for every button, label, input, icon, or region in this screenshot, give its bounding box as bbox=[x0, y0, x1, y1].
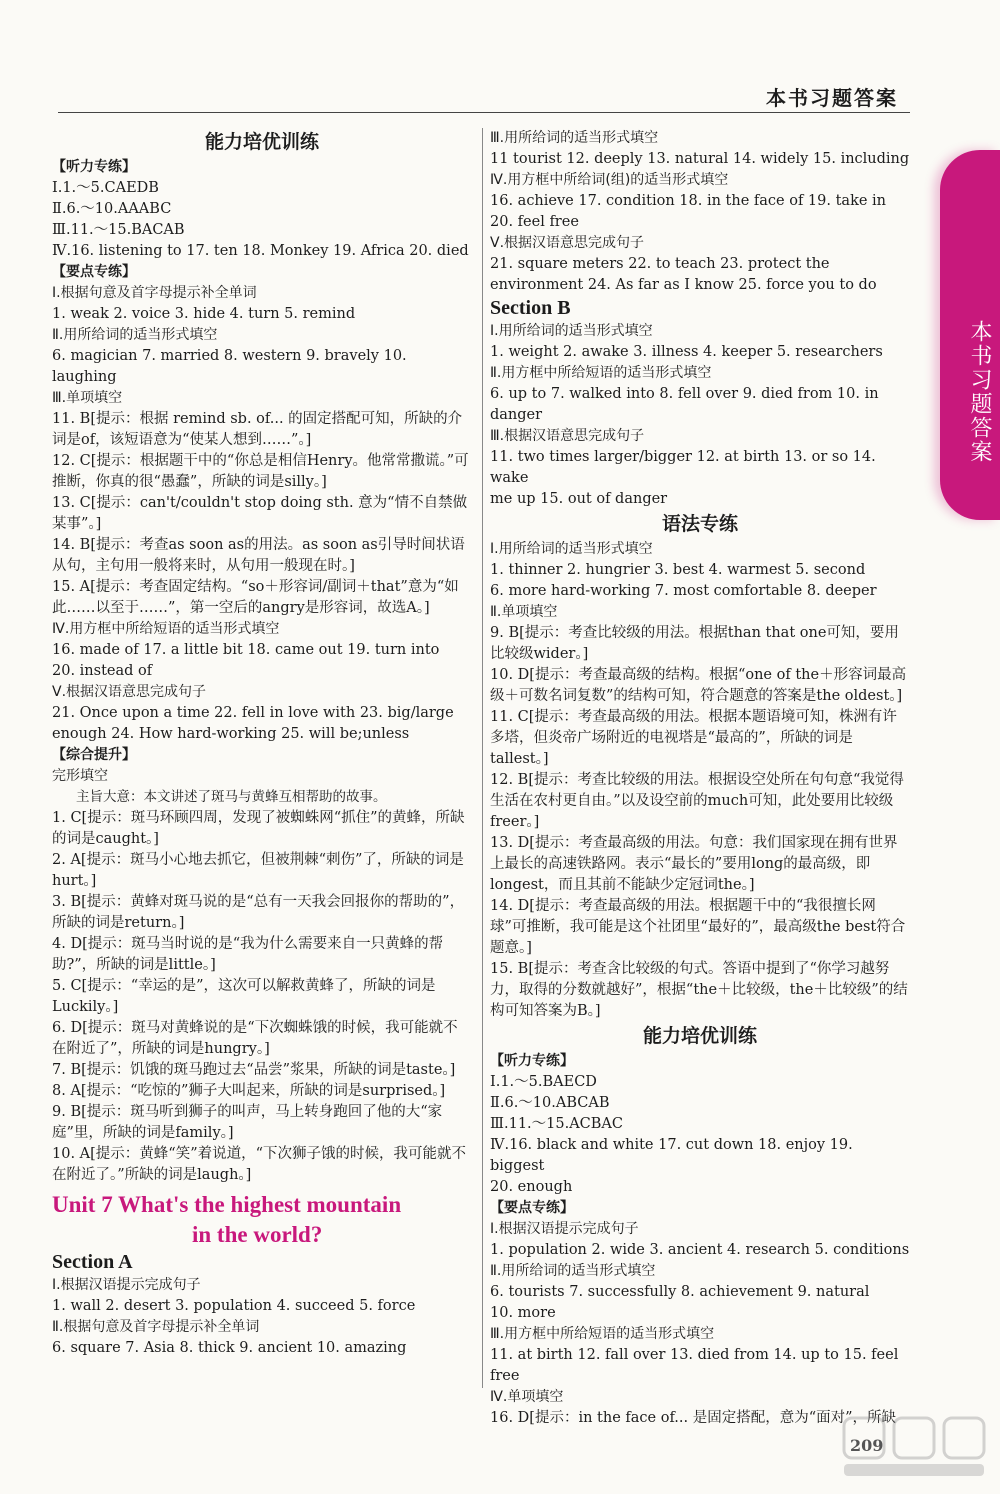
exercise-heading: Ⅱ.单项填空 bbox=[490, 604, 558, 620]
answer-line: environment 24. As far as I know 25. force you to do bbox=[490, 277, 877, 293]
exercise-heading: Ⅳ.单项填空 bbox=[490, 1389, 564, 1405]
sub-heading: 【要点专练】 bbox=[490, 1200, 574, 1216]
answer-line: 20. instead of bbox=[52, 663, 153, 679]
answer-line: 1. thinner 2. hungrier 3. best 4. warmest 5. second bbox=[490, 562, 866, 578]
column-divider bbox=[482, 128, 483, 1388]
header-rule bbox=[58, 112, 910, 113]
answer-line: 11. at birth 12. fall over 13. died from 14. up to 15. feel bbox=[490, 1347, 899, 1363]
answer-item: 6. D[提示：斑马对黄蜂说的是“下次蜘蛛饿的时候，我可能就不在附近了”，所缺的词是hungry。] bbox=[52, 1020, 458, 1057]
answer-item: 14. B[提示：考查as soon as的用法。as soon as引导时间状语从句，主句用一般将来时，从句用一般现在时。] bbox=[52, 537, 465, 574]
right-column bbox=[490, 128, 910, 1429]
answer-line: Ⅳ.16. listening to 17. ten 18. Monkey 19. Africa 20. died bbox=[52, 243, 469, 259]
exercise-heading: Ⅰ.用所给词的适当形式填空 bbox=[490, 323, 653, 339]
section-title: 能力培优训练 bbox=[204, 131, 319, 153]
answer-line: 6. more hard-working 7. most comfortable 8. deeper bbox=[490, 583, 877, 599]
exercise-heading: Ⅱ.用方框中所给短语的适当形式填空 bbox=[490, 365, 712, 381]
exercise-heading: Ⅲ.用所给词的适当形式填空 bbox=[490, 130, 659, 146]
exercise-heading: Ⅳ.用方框中所给短语的适当形式填空 bbox=[52, 621, 280, 637]
answer-item: 4. D[提示：斑马当时说的是“我为什么需要来自一只黄蜂的帮助?”，所缺的词是little。] bbox=[52, 936, 444, 973]
exercise-heading: Ⅱ.用所给词的适当形式填空 bbox=[52, 327, 218, 343]
answer-line: free bbox=[490, 1368, 520, 1384]
answer-line: me up 15. out of danger bbox=[490, 491, 668, 507]
sub-heading: 【要点专练】 bbox=[52, 264, 136, 280]
exercise-heading: Ⅱ.用所给词的适当形式填空 bbox=[490, 1263, 656, 1279]
answer-line: enough 24. How hard-working 25. will be;unless bbox=[52, 726, 410, 742]
answer-line: 6. up to 7. walked into 8. fell over 9. died from 10. in bbox=[490, 386, 879, 402]
answer-line: 1. wall 2. desert 3. population 4. succeed 5. force bbox=[52, 1298, 416, 1314]
answer-item: 9. B[提示：考查比较级的用法。根据than that one可知，要用比较级wider。] bbox=[490, 625, 899, 662]
exercise-heading: Ⅰ.根据汉语提示完成句子 bbox=[490, 1221, 639, 1237]
answer-line: 16. made of 17. a little bit 18. came out 19. turn into bbox=[52, 642, 440, 658]
answer-line: Ⅱ.6.～10.ABCAB bbox=[490, 1095, 610, 1111]
exercise-heading: Ⅴ.根据汉语意思完成句子 bbox=[490, 235, 645, 251]
exercise-heading: Ⅲ.根据汉语意思完成句子 bbox=[490, 428, 645, 444]
side-tab-label: 本书习题答案 bbox=[967, 320, 992, 464]
unit-title-line-2: in the world? bbox=[192, 1222, 323, 1247]
answer-line: 16. achieve 17. condition 18. in the face of 19. take in bbox=[490, 193, 887, 209]
answer-item: 2. A[提示：斑马小心地去抓它，但被荆棘“刺伤”了，所缺的词是hurt。] bbox=[52, 852, 464, 889]
exercise-heading: Ⅰ.根据句意及首字母提示补全单词 bbox=[52, 285, 257, 301]
answer-item: 10. D[提示：考查最高级的结构。根据“one of the＋形容词最高级＋可数名词复数”的结构可知，符合题意的答案是the oldest。] bbox=[490, 667, 907, 704]
answer-line: Ⅰ.1.～5.BAECD bbox=[490, 1074, 597, 1090]
answer-line: Ⅳ.16. black and white 17. cut down 18. enjoy 19. biggest bbox=[490, 1137, 853, 1174]
answer-line: 21. Once upon a time 22. fell in love with 23. big/large bbox=[52, 705, 454, 721]
sub-heading: 【听力专练】 bbox=[52, 159, 136, 175]
sub-heading: 【综合提升】 bbox=[52, 747, 136, 763]
unit-title bbox=[52, 1190, 472, 1250]
section-title: 能力培优训练 bbox=[642, 1025, 757, 1047]
exercise-heading: Ⅰ.用所给词的适当形式填空 bbox=[490, 541, 653, 557]
exercise-heading: Ⅱ.根据句意及首字母提示补全单词 bbox=[52, 1319, 260, 1335]
answer-line: Ⅲ.11.～15.BACAB bbox=[52, 222, 185, 238]
answer-line: 1. weak 2. voice 3. hide 4. turn 5. remind bbox=[52, 306, 356, 322]
page-number: 209 bbox=[850, 1436, 884, 1455]
answer-item: 13. C[提示：can't/couldn't stop doing sth. 意为“情不自禁做某事”。] bbox=[52, 495, 468, 532]
answer-line: 6. magician 7. married 8. western 9. bravely 10. laughing bbox=[52, 348, 407, 385]
section-title: 语法专练 bbox=[661, 513, 738, 535]
answer-item: 12. C[提示：根据题干中的“你总是相信Henry。他常常撒谎。”可推断，你真的很“愚蠢”，所缺的词是silly。] bbox=[52, 453, 469, 490]
answer-line: 11 tourist 12. deeply 13. natural 14. widely 15. including bbox=[490, 151, 910, 167]
watermark-logo-icon bbox=[840, 1412, 990, 1482]
answer-line: 1. population 2. wide 3. ancient 4. research 5. conditions bbox=[490, 1242, 910, 1258]
answer-line: 11. two times larger/bigger 12. at birth 13. or so 14. wake bbox=[490, 449, 876, 486]
exercise-heading: Ⅲ.用方框中所给短语的适当形式填空 bbox=[490, 1326, 715, 1342]
exercise-heading: Ⅰ.根据汉语提示完成句子 bbox=[52, 1277, 201, 1293]
answer-item: 14. D[提示：考查最高级的用法。根据题干中的“我很擅长网球”可推断，我可能是这个社团里“最好的”，最高级the best符合题意。] bbox=[490, 898, 906, 956]
answer-item: 10. A[提示：黄蜂“笑”着说道，“下次狮子饿的时候，我可能就不在附近了。”所缺的词是laugh。] bbox=[52, 1146, 467, 1183]
left-column bbox=[52, 128, 472, 1359]
answer-item: 11. B[提示：根据 remind sb. of... 的固定搭配可知，所缺的介词是of，该短语意为“使某人想到……”。] bbox=[52, 411, 463, 448]
unit-title-line-1: Unit 7 What's the highest mountain bbox=[52, 1192, 402, 1217]
answer-item: 9. B[提示：斑马听到狮子的叫声，马上转身跑回了他的大“家庭”里，所缺的词是family。] bbox=[52, 1104, 443, 1141]
answer-line: 10. more bbox=[490, 1305, 556, 1321]
sub-heading: 【听力专练】 bbox=[490, 1053, 574, 1069]
answer-item: 15. B[提示：考查含比较级的句式。答语中提到了“你学习越努力，取得的分数就越好”，根据“the＋比较级，the＋比较级”的结构可知答案为B。] bbox=[490, 961, 908, 1019]
answer-line: danger bbox=[490, 407, 543, 423]
section-a-title: Section A bbox=[52, 1251, 133, 1273]
answer-line: 6. square 7. Asia 8. thick 9. ancient 10. amazing bbox=[52, 1340, 407, 1356]
answer-item: 13. D[提示：考查最高级的用法。句意：我们国家现在拥有世界上最长的高速铁路网。表示“最长的”要用long的最高级，即longest，而且其前不能缺少定冠词the。] bbox=[490, 835, 898, 893]
answer-item: 11. C[提示：考查最高级的用法。根据本题语境可知，株洲有许多塔，但炎帝广场附近的电视塔是“最高的”，所缺的词是tallest。] bbox=[490, 709, 897, 767]
answer-item: 16. D[提示：in the face of... 是固定搭配，意为“面对”，所缺 bbox=[490, 1410, 897, 1426]
exercise-heading: Ⅳ.用方框中所给词(组)的适当形式填空 bbox=[490, 172, 729, 188]
answer-line: 6. tourists 7. successfully 8. achievement 9. natural bbox=[490, 1284, 870, 1300]
answer-line: 1. weight 2. awake 3. illness 4. keeper 5. researchers bbox=[490, 344, 883, 360]
answer-line: 20. feel free bbox=[490, 214, 579, 230]
answer-item: 5. C[提示：“幸运的是”，这次可以解救黄蜂了，所缺的词是Luckily。] bbox=[52, 978, 436, 1015]
answer-item: 1. C[提示：斑马环顾四周，发现了被蜘蛛网“抓住”的黄蜂，所缺的词是caught。] bbox=[52, 810, 465, 847]
exercise-heading: Ⅴ.根据汉语意思完成句子 bbox=[52, 684, 207, 700]
exercise-heading: 完形填空 bbox=[52, 768, 108, 784]
answer-item: 15. A[提示：考查固定结构。“so＋形容词/副词＋that”意为“如此……以至于……”，第一空后的angry是形容词，故选A。] bbox=[52, 579, 459, 616]
answer-line: Ⅱ.6.～10.AAABC bbox=[52, 201, 172, 217]
page-header: 本书习题答案 bbox=[766, 86, 898, 110]
answer-item: 8. A[提示：“吃惊的”狮子大叫起来，所缺的词是surprised。] bbox=[52, 1083, 446, 1099]
answer-item: 12. B[提示：考查比较级的用法。根据设空处所在句句意“我觉得生活在农村更自由。”以及设空前的much可知，此处要用比较级freer。] bbox=[490, 772, 904, 830]
answer-item: 3. B[提示：黄蜂对斑马说的是“总有一天我会回报你的帮助的”，所缺的词是return。] bbox=[52, 894, 465, 931]
exercise-heading: Ⅲ.单项填空 bbox=[52, 390, 123, 406]
answer-line: 20. enough bbox=[490, 1179, 573, 1195]
answer-line: 21. square meters 22. to teach 23. protect the bbox=[490, 256, 830, 272]
summary-note: 主旨大意：本文讲述了斑马与黄蜂互相帮助的故事。 bbox=[76, 789, 387, 805]
answer-item: 7. B[提示：饥饿的斑马跑过去“品尝”浆果，所缺的词是taste。] bbox=[52, 1062, 456, 1078]
section-b-title: Section B bbox=[490, 297, 571, 319]
answer-line: Ⅰ.1.～5.CAEDB bbox=[52, 180, 159, 196]
answer-line: Ⅲ.11.～15.ACBAC bbox=[490, 1116, 623, 1132]
